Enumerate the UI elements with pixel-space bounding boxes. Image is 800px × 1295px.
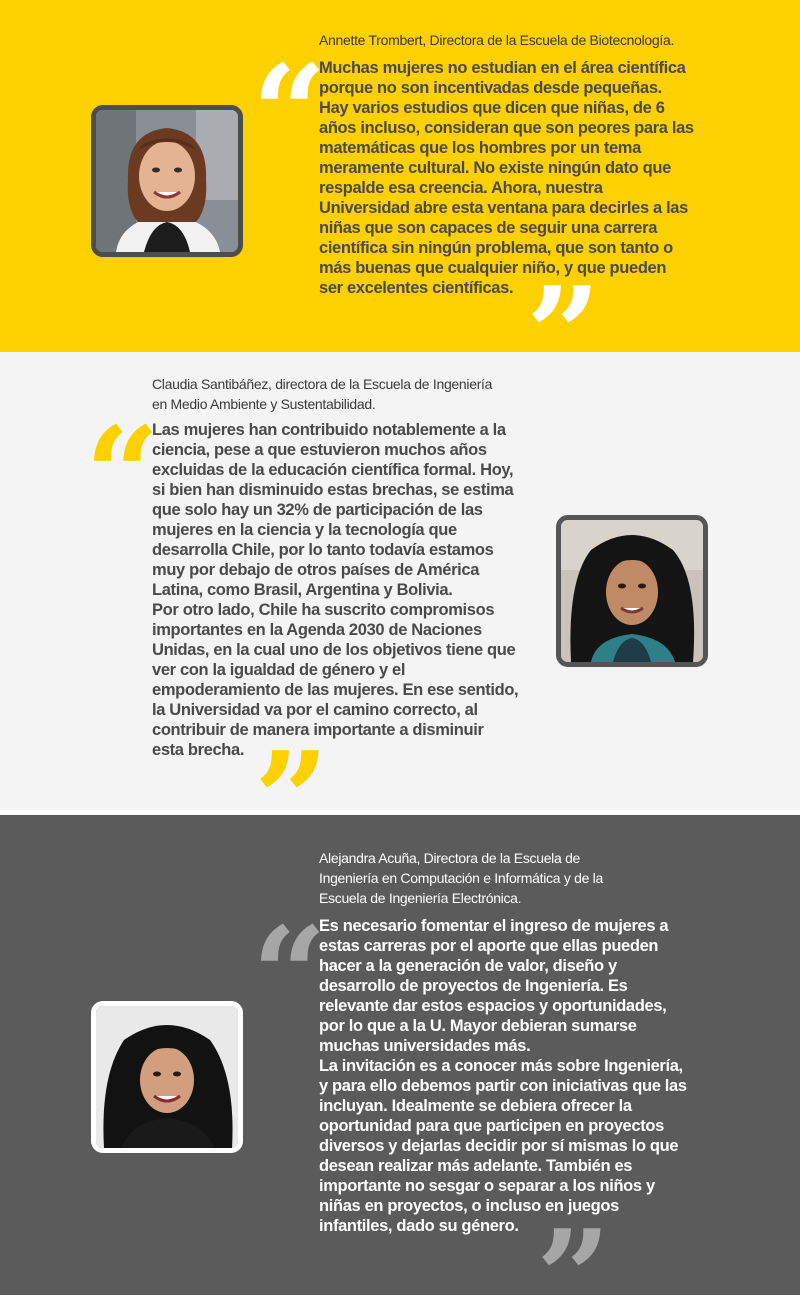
close-quote-icon: ” xyxy=(536,1201,611,1295)
testimonial-annette xyxy=(0,0,800,352)
testimonial-attribution: Alejandra Acuña, Directora de la Escuela de Ingeniería en Computación e Informática y de la Escuela de Ingeniería Electrónica. xyxy=(319,850,603,906)
testimonial-quote: Las mujeres han contribuido notablemente a la ciencia, pese a que estuvieron muchos años excluidas de la educación científica formal. Hoy, si bien han disminuido estas brechas, se estima que solo hay un 32% de participación de las mujeres en la ciencia y la tecnología que desarrolla Chile, por lo tanto todavía estamos muy por debajo de otros países de América Latina, como Brasil, Argentina y Bolivia. Por otro lado, Chile ha suscrito compromisos importantes en la Agenda 2030 de Naciones Unidas, en la cual uno de los objetivos tiene que ver con la igualdad de género y el empoderamiento de las mujeres. En ese sentido, la Universidad va por el camino correcto, al contribuir de manera importante a disminuir esta brecha. xyxy=(152,421,519,759)
testimonial-claudia xyxy=(0,352,800,810)
woman-portrait-photo xyxy=(561,520,703,662)
woman-portrait-photo xyxy=(96,1006,238,1148)
open-quote-icon: “ xyxy=(85,398,160,551)
close-quote-icon: ” xyxy=(526,258,601,352)
open-quote-icon: “ xyxy=(252,898,327,1051)
testimonial-quote: Es necesario fomentar el ingreso de mujeres a estas carreras por el aporte que ellas pueden hacer a la generación de valor, diseño y desarrollo de proyectos de Ingeniería. Es relevante dar estos espacios y oportunidades, por lo que a la U. Mayor debieran sumarse muchas universidades más. La invitación es a conocer más sobre Ingeniería, y para ello debemos partir con iniciativas que las incluyan. Idealmente se debiera ofrecer la oportunidad para que participen en proyectos diversos y dejarlas decidir por sí mismas lo que desean realizar más adelante. También es importante no sesgar o separar a los niños y niñas en proyectos, o incluso en juegos infantiles, dado su género. xyxy=(319,917,687,1235)
close-quote-icon: ” xyxy=(254,723,329,810)
testimonial-attribution: Annette Trombert, Directora de la Escuela de Biotecnología. xyxy=(319,32,675,48)
testimonial-alejandra xyxy=(0,815,800,1295)
portrait-photo xyxy=(91,1001,243,1153)
woman-portrait-photo xyxy=(96,110,238,252)
portrait-photo xyxy=(91,105,243,257)
open-quote-icon: “ xyxy=(252,36,327,189)
portrait-photo xyxy=(556,515,708,667)
testimonial-quote: Muchas mujeres no estudian en el área científica porque no son incentivadas desde pequeñas. Hay varios estudios que dicen que niñas, de 6 años incluso, consideran que son peores para las matemáticas que los hombres por un tema meramente cultural. No existe ningún dato que respalde esa creencia. Ahora, nuestra Universidad abre esta ventana para decirles a las niñas que son capaces de seguir una carrera científica sin ningún problema, que son tanto o más buenas que cualquier niño, y que pueden ser excelentes científicas. xyxy=(319,59,694,297)
testimonial-attribution: Claudia Santibáñez, directora de la Escuela de Ingeniería en Medio Ambiente y Sustentabilidad. xyxy=(152,376,493,412)
